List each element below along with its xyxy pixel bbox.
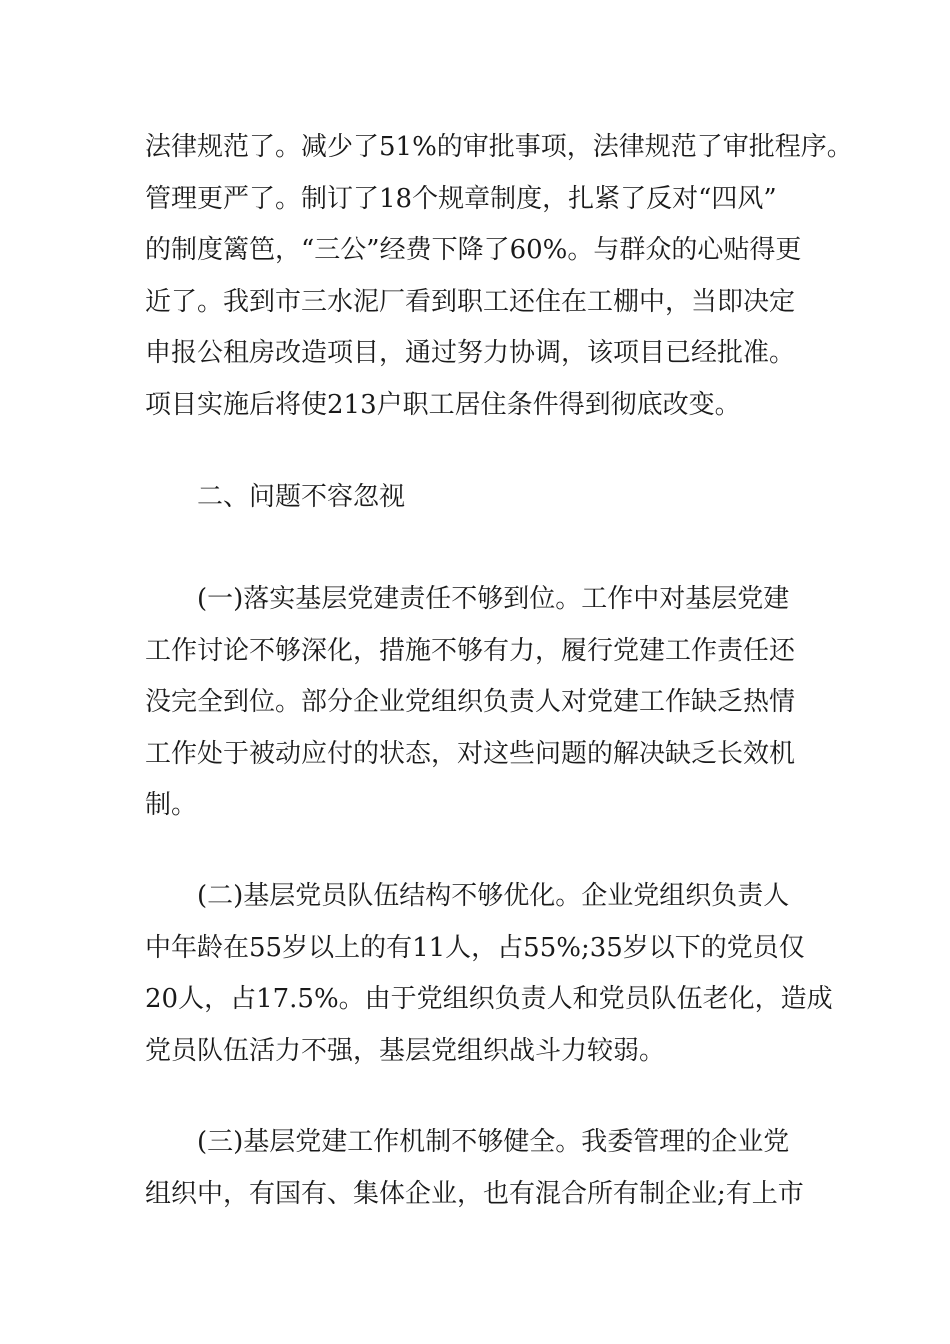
paragraph-achievements bbox=[145, 122, 853, 431]
paragraph-issue-3 bbox=[145, 1117, 825, 1220]
paragraph-line: 项目实施后将使213户职工居住条件得到彻底改变。 bbox=[145, 389, 741, 420]
paragraph-line: 工作处于被动应付的状态，对这些问题的解决缺乏长效机 bbox=[145, 738, 796, 769]
paragraph-line: 申报公租房改造项目，通过努力协调，该项目已经批准。 bbox=[145, 338, 796, 368]
paragraph-line: (三)基层党建工作机制不够健全。我委管理的企业党 bbox=[197, 1127, 790, 1157]
paragraph-issue-1 bbox=[145, 574, 825, 832]
paragraph-line: 20人，占17.5%。由于党组织负责人和党员队伍老化，造成 bbox=[145, 984, 833, 1014]
paragraph-line: 没完全到位。部分企业党组织负责人对党建工作缺乏热情 bbox=[145, 687, 796, 717]
section-heading-text: 二、问题不容忽视 bbox=[197, 482, 406, 512]
paragraph-line: 管理更严了。制订了18个规章制度，扎紧了反对“四风” bbox=[145, 183, 777, 214]
paragraph-line: 近了。我到市三水泥厂看到职工还住在工棚中，当即决定 bbox=[145, 286, 796, 317]
paragraph-line: 法律规范了。减少了51%的审批事项，法律规范了审批程序。 bbox=[145, 132, 853, 162]
paragraph-line: 中年龄在55岁以上的有11人，占55%;35岁以下的党员仅 bbox=[145, 932, 805, 963]
paragraph-line: 党员队伍活力不强，基层党组织战斗力较弱。 bbox=[145, 1035, 666, 1066]
paragraph-issue-2 bbox=[145, 871, 833, 1077]
paragraph-line: (一)落实基层党建责任不够到位。工作中对基层党建 bbox=[197, 584, 790, 614]
paragraph-line: (二)基层党员队伍结构不够优化。企业党组织负责人 bbox=[197, 881, 790, 911]
paragraph-line: 组织中，有国有、集体企业，也有混合所有制企业;有上市 bbox=[145, 1178, 804, 1209]
section-heading bbox=[197, 472, 877, 524]
paragraph-line: 的制度篱笆，“三公”经费下降了60%。与群众的心贴得更 bbox=[145, 235, 802, 265]
paragraph-line: 制。 bbox=[145, 790, 198, 820]
paragraph-line: 工作讨论不够深化，措施不够有力，履行党建工作责任还 bbox=[145, 635, 796, 666]
